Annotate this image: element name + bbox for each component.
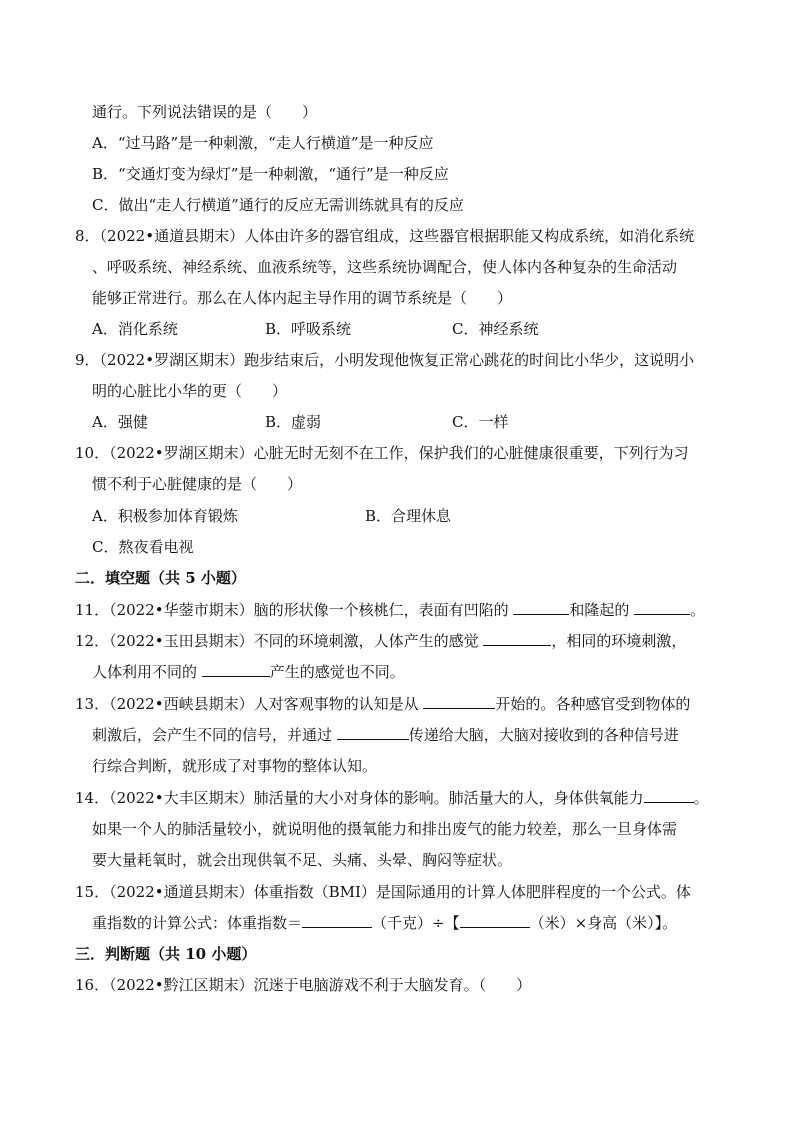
section-2-heading: 二．填空题（共 5 小题） — [75, 569, 246, 587]
question-8-option-c: C．神经系统 — [452, 320, 539, 338]
answer-blank[interactable] — [337, 725, 409, 740]
question-8-option-a: A．消化系统 — [92, 320, 178, 338]
question-13-line-2 — [92, 725, 679, 745]
question-12-text-3: 人体利用不同的 — [92, 663, 202, 681]
answer-blank[interactable] — [483, 631, 551, 646]
question-12-text-2: ，相同的环境刺激， — [551, 632, 687, 650]
answer-blank[interactable] — [634, 600, 690, 615]
question-14-line-1 — [75, 788, 709, 808]
question-7-option-b: B．“交通灯变为绿灯”是一种刺激，“通行”是一种反应 — [92, 165, 449, 183]
answer-blank[interactable] — [460, 913, 530, 928]
question-10-option-c: C．熬夜看电视 — [92, 538, 194, 556]
section-3-heading: 三．判断题（共 10 小题） — [75, 945, 257, 963]
question-7-option-a: A．“过马路”是一种刺激，“走人行横道”是一种反应 — [92, 134, 434, 152]
question-12-text-1: 12．（2022•玉田县期末）不同的环境刺激，人体产生的感觉 — [75, 632, 484, 650]
question-16: 16．（2022•黔江区期末）沉迷于电脑游戏不利于大脑发育。（ ） — [75, 976, 532, 994]
question-15-text-2: （千克）÷【 — [372, 914, 460, 932]
question-8-option-b: B．呼吸系统 — [265, 320, 352, 338]
answer-blank[interactable] — [644, 788, 694, 803]
question-15-text-3: （米）×身高（米）】。 — [529, 914, 678, 932]
question-14-text-2: 。 — [693, 789, 709, 807]
question-7-stem-end: 通行。下列说法错误的是（ ） — [92, 103, 318, 121]
question-15-text-1: 重指数的计算公式：体重指数＝ — [92, 914, 303, 932]
question-11-text-3: 。 — [690, 601, 706, 619]
question-9-line-1: 9．（2022•罗湖区期末）跑步结束后，小明发现他恢复正常心跳花的时间比小华少，这说明小 — [75, 351, 695, 369]
question-7-option-c: C．做出“走人行横道”通行的反应无需训练就具有的反应 — [92, 196, 464, 214]
answer-blank[interactable] — [202, 662, 270, 677]
question-8-line-2: 、呼吸系统、神经系统、血液系统等，这些系统协调配合，使人体内各种复杂的生命活动 — [92, 258, 678, 276]
question-10-line-1: 10．（2022•罗湖区期末）心脏无时无刻不在工作，保护我们的心脏健康很重要，下列行为习 — [75, 444, 689, 462]
answer-blank[interactable] — [513, 600, 569, 615]
question-13-text-4: 传递给大脑，大脑对接收到的各种信号进 — [408, 726, 679, 744]
question-10-option-a: A．积极参加体育锻炼 — [92, 507, 238, 525]
question-9-option-a: A．强健 — [92, 413, 148, 431]
question-8-line-3: 能够正常进行。那么在人体内起主导作用的调节系统是（ ） — [92, 289, 513, 307]
question-15-line-1: 15．（2022•通道县期末）体重指数（BMI）是国际通用的计算人体肥胖程度的一个公式。体 — [75, 883, 691, 901]
question-8-line-1: 8．（2022•通道县期末）人体由许多的器官组成，这些器官根据职能又构成系统，如消化系统 — [75, 227, 695, 245]
question-12-line-2 — [92, 662, 405, 682]
question-9-line-2: 明的心脏比小华的更（ ） — [92, 382, 288, 400]
question-13-text-2: 开始的。各种感官受到物体的 — [495, 695, 691, 713]
question-14-text-1: 14．（2022•大丰区期末）肺活量的大小对身体的影响。肺活量大的人，身体供氧能力 — [75, 789, 644, 807]
answer-blank[interactable] — [302, 913, 372, 928]
question-11-text-1: 11．（2022•华蓥市期末）脑的形状像一个核桃仁，表面有凹陷的 — [75, 601, 514, 619]
question-9-option-b: B．虚弱 — [265, 413, 322, 431]
question-14-line-3: 要大量耗氧时，就会出现供氧不足、头痛、头晕、胸闷等症状。 — [92, 851, 513, 869]
question-13-line-3: 行综合判断，就形成了对事物的整体认知。 — [92, 757, 378, 775]
question-10-option-b: B．合理休息 — [365, 507, 452, 525]
question-9-option-c: C．一样 — [452, 413, 509, 431]
question-10-line-2: 惯不利于心脏健康的是（ ） — [92, 475, 303, 493]
question-12-line-1 — [75, 631, 686, 651]
question-13-text-3: 刺激后，会产生不同的信号，并通过 — [92, 726, 337, 744]
question-11-text-2: 和隆起的 — [569, 601, 635, 619]
question-13-text-1: 13．（2022•西峡县期末）人对客观事物的认知是从 — [75, 695, 424, 713]
question-11 — [75, 600, 705, 620]
question-15-line-2 — [92, 913, 677, 933]
answer-blank[interactable] — [423, 694, 495, 709]
question-12-text-4: 产生的感觉也不同。 — [269, 663, 405, 681]
question-13-line-1 — [75, 694, 690, 714]
question-14-line-2: 如果一个人的肺活量较小，就说明他的摄氧能力和排出废气的能力较差，那么一旦身体需 — [92, 820, 678, 838]
